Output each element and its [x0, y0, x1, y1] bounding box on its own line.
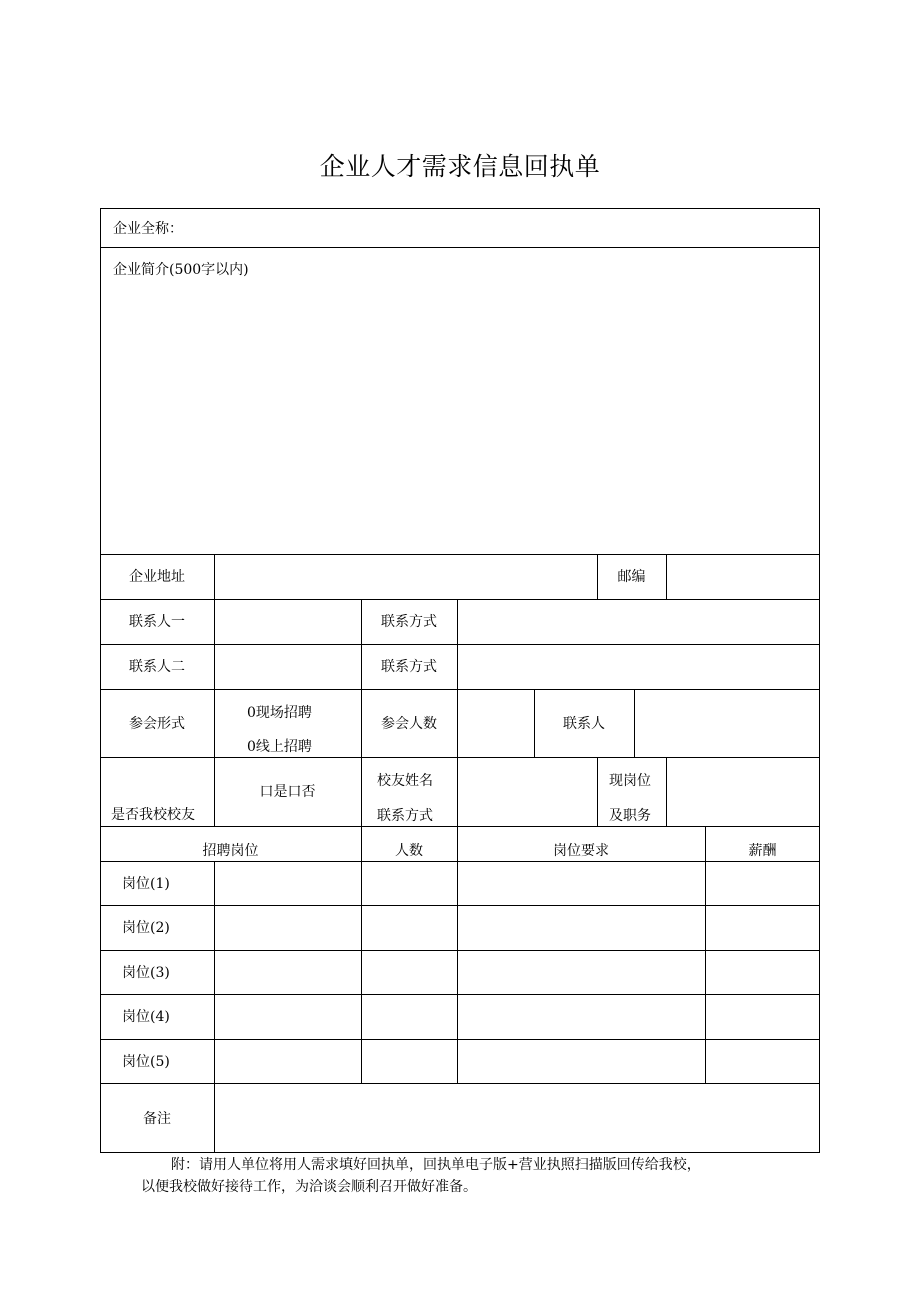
alumni-label: 是否我校校友: [111, 807, 195, 823]
alumni-name-label: 校友姓名: [377, 773, 433, 789]
job-row-label: 岗位(3): [122, 965, 170, 981]
address-label: 企业地址: [129, 569, 185, 585]
contact1-label: 联系人一: [129, 614, 185, 630]
job-row-label: 岗位(2): [122, 920, 170, 936]
contact2-method-label: 联系方式: [381, 659, 437, 675]
remarks-label: 备注: [143, 1111, 171, 1127]
jobs-header-salary: 薪酬: [748, 843, 777, 859]
job-row-label: 岗位(1): [122, 876, 170, 892]
company-name-label: 企业全称：: [113, 221, 183, 237]
company-intro-label: 企业简介(500字以内): [113, 262, 249, 278]
jobs-header-requirements: 岗位要求: [553, 843, 609, 859]
page-title: 企业人才需求信息回执单: [319, 152, 601, 181]
contact1-method-label: 联系方式: [381, 614, 437, 630]
alumni-contact-label: 联系方式: [377, 808, 433, 824]
job-row-label: 岗位(4): [122, 1009, 170, 1025]
alumni-choice[interactable]: 口是口否: [259, 784, 316, 800]
footnote-line2: 以便我校做好接待工作，为洽谈会顺利召开做好准备。: [141, 1179, 477, 1195]
contact2-label: 联系人二: [129, 659, 185, 675]
footnote-line1: 附：请用人单位将用人需求填好回执单，回执单电子版+营业执照扫描版回传给我校，: [171, 1157, 701, 1173]
postcode-label: 邮编: [617, 569, 646, 585]
attend-option-onsite[interactable]: 0现场招聘: [247, 705, 312, 721]
attend-count-label: 参会人数: [381, 716, 437, 732]
attend-form-label: 参会形式: [129, 716, 185, 732]
current-post-label-line2: 及职务: [609, 808, 651, 824]
jobs-header-count: 人数: [395, 843, 423, 859]
jobs-header-post: 招聘岗位: [202, 843, 259, 859]
current-post-label-line1: 现岗位: [609, 773, 651, 789]
attend-option-online[interactable]: 0线上招聘: [247, 739, 312, 755]
job-row-label: 岗位(5): [122, 1054, 170, 1070]
attend-contact-label: 联系人: [563, 716, 605, 732]
